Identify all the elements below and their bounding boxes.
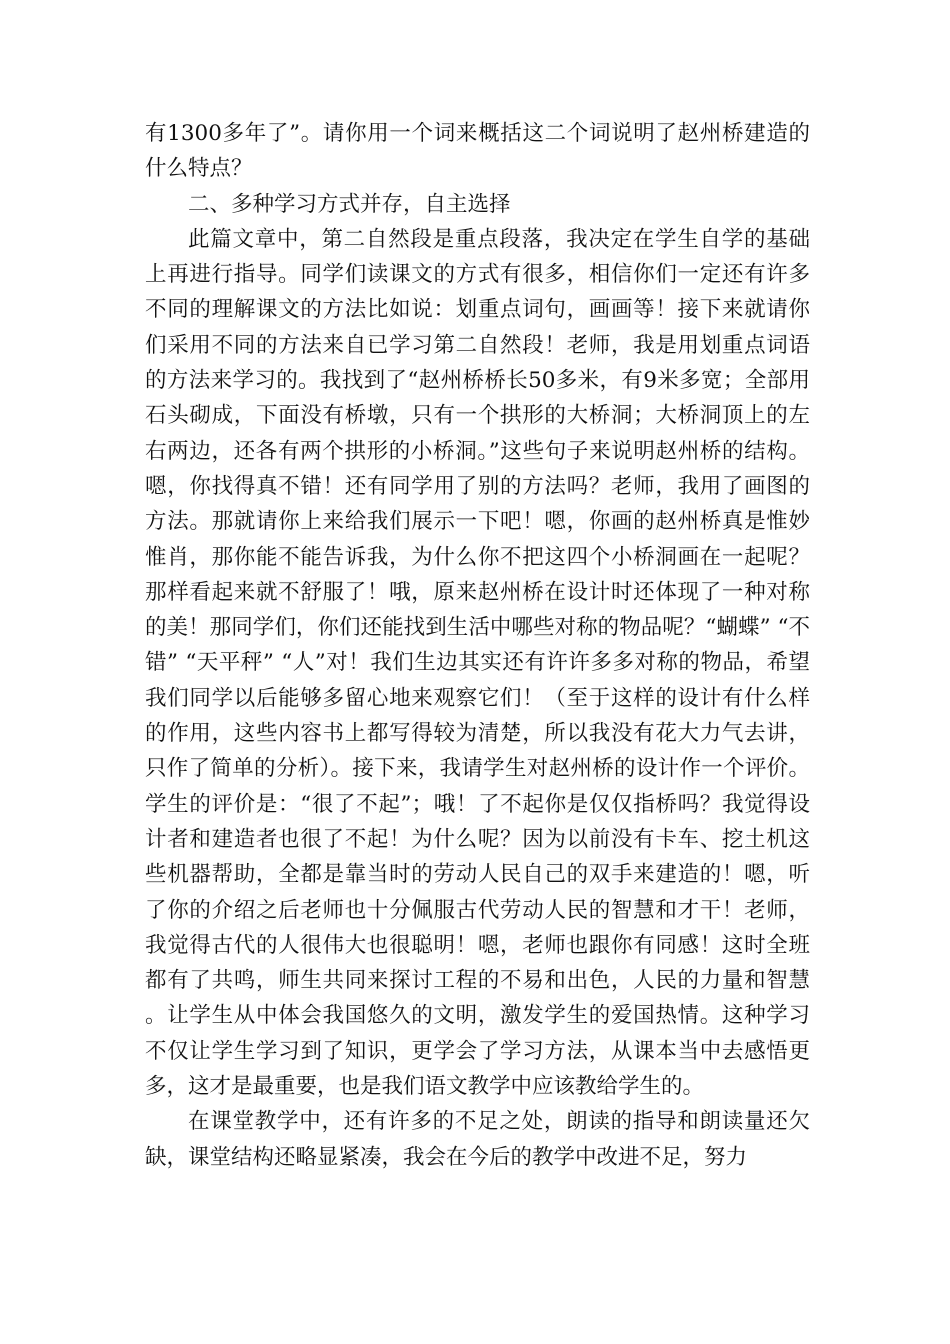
document-body xyxy=(145,116,810,1175)
paragraph-question-continuation: 有1300多年了”。请你用一个词来概括这二个词说明了赵州桥建造的什么特点？ xyxy=(145,121,810,182)
paragraph-self-study-guidance: 此篇文章中，第二自然段是重点段落，我决定在学生自学的基础上再进行指导。同学们读课文的方式有很多，相信你们一定还有许多不同的理解课文的方法比如说：划重点词句，画画等！接下来就请你们采用不同的方法来自已学习第二自然段！老师，我是用划重点词语的方法来学习的。我找到了“赵州桥桥长50多米，有9米多宽；全部用石头砌成，下面没有桥墩，只有一个拱形的大桥洞；大桥洞顶上的左右两边，还各有两个拱形的小桥洞。”这些句子来说明赵州桥的结构。嗯，你找得真不错！还有同学用了别的方法吗？老师，我用了画图的方法。那就请你上来给我们展示一下吧！嗯，你画的赵州桥真是惟妙惟肖，那你能不能告诉我，为什么你不把这四个小桥洞画在一起呢？那样看起来就不舒服了！哦，原来赵州桥在设计时还体现了一种对称的美！那同学们，你们还能找到生活中哪些对称的物品呢？“蝴蝶” “不错” “天平秤” “人”对！我们生边其实还有许许多多对称的物品，希望我们同学以后能够多留心地来观察它们！（至于这样的设计有什么样的作用，这些内容书上都写得较为清楚，所以我没有花大力气去讲，只作了简单的分析）。接下来，我请学生对赵州桥的设计作一个评价。学生的评价是：“很了不起”；哦！了不起你是仅仅指桥吗？我觉得设计者和建造者也很了不起！为什么呢？因为以前没有卡车、挖土机这些机器帮助，全都是靠当时的劳动人民自己的双手来建造的！嗯，听了你的介绍之后老师也十分佩服古代劳动人民的智慧和才干！老师，我觉得古代的人很伟大也很聪明！嗯，老师也跟你有同感！这时全班都有了共鸣，师生共同来探讨工程的不易和出色，人民的力量和智慧。让学生从中体会我国悠久的文明，激发学生的爱国热情。这种学习不仅让学生学习到了知识，更学会了学习方法，从课本当中去感悟更多，这才是最重要，也是我们语文教学中应该教给学生的。 xyxy=(145,226,810,1100)
paragraph-shortcomings: 在课堂教学中，还有许多的不足之处，朗读的指导和朗读量还欠缺，课堂结构还略显紧凑，我会在今后的教学中改进不足，努力 xyxy=(145,1109,810,1170)
section-heading-learning-methods: 二、多种学习方式并存，自主选择 xyxy=(188,191,511,217)
